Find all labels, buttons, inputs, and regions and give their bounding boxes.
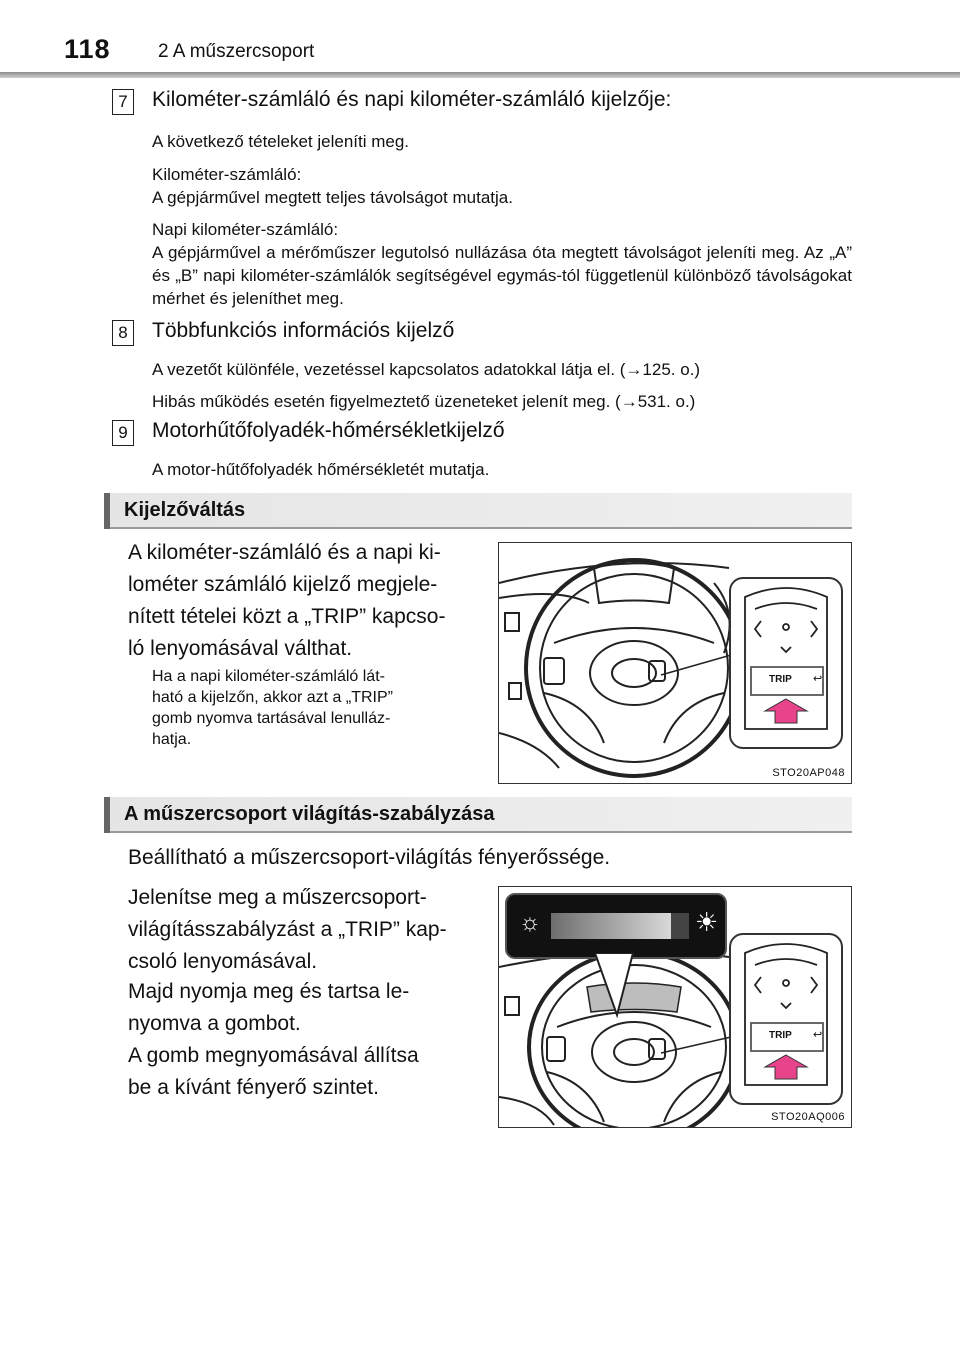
page-number: 118	[64, 34, 111, 64]
text-line: be a kívánt fényerő szintet.	[128, 1076, 379, 1099]
text-line: világításszabályzást a „TRIP” kap-	[128, 918, 447, 941]
section-accent	[104, 797, 110, 833]
text-line: nyomva a gombot.	[128, 1012, 301, 1035]
press-arrow-icon	[761, 1053, 811, 1081]
note-line: Ha a napi kilométer-számláló lát-	[152, 668, 385, 685]
section-title: Kijelzőváltás	[124, 499, 246, 521]
item-title: Kilométer-számláló és napi kilométer-számláló kijelzője:	[152, 88, 672, 111]
text-line: Majd nyomja meg és tartsa le-	[128, 980, 410, 1003]
item-number-badge: 7	[112, 89, 134, 115]
text-line: A gomb megnyomásával állítsa	[128, 1044, 419, 1067]
figure-code: STO20AP048	[772, 767, 845, 779]
return-arrow-icon: ↩	[813, 673, 823, 685]
text-line: ló lenyomásával válthat.	[128, 637, 353, 660]
section1-text	[128, 537, 476, 665]
item-title: Motorhűtőfolyadék-hőmérsékletkijelző	[152, 419, 505, 442]
item-title: Többfunkciós információs kijelző	[152, 319, 455, 342]
item-number-badge: 8	[112, 320, 134, 346]
item-7-paragraph: Kilométer-számláló:	[152, 165, 302, 184]
section1-note	[152, 666, 476, 750]
trip-button-label: TRIP	[769, 1030, 792, 1041]
text-line: csoló lenyomásával.	[128, 950, 318, 973]
brightness-figure	[498, 886, 852, 1128]
item-8-paragraph: A vezetőt különféle, vezetéssel kapcsolatos adatokkal látja el. (→125. o.)	[152, 360, 701, 379]
section-title: A műszercsoport világítás-szabályzása	[124, 803, 495, 825]
item-7-paragraph: A gépjárművel megtett teljes távolságot mutatja.	[152, 188, 513, 207]
text-line: A kilométer-számláló és a napi ki-	[128, 541, 441, 564]
section-heading-bar	[104, 797, 852, 833]
note-line: hatja.	[152, 731, 192, 748]
return-arrow-icon: ↩	[813, 1029, 823, 1041]
zoom-callout	[729, 577, 843, 749]
popup-pointer	[595, 953, 655, 1023]
sun-bright-icon: ☀	[695, 907, 719, 937]
brightness-popup	[505, 893, 727, 959]
text-line: nített tételei közt a „TRIP” kapcso-	[128, 605, 446, 628]
press-arrow-icon	[761, 697, 811, 725]
item-7-paragraph: A gépjárművel a mérőműszer legutolsó nullázása óta megtett távolságot jeleníti meg. Az „A” és „B” napi kilométer-számlálók segítségével egymás-tól függetlenül különböző távolságokat mérhet és jeleníthet meg.	[152, 243, 852, 308]
header-rule	[0, 72, 960, 78]
chapter-title: 2 A műszercsoport	[158, 41, 315, 62]
section2-text	[128, 882, 476, 978]
text-line: Jelenítse meg a műszercsoport-	[128, 886, 427, 909]
brightness-level-track	[671, 913, 689, 939]
page-header	[0, 0, 960, 80]
sun-dim-icon: ☼	[519, 909, 541, 936]
brightness-level-bar	[551, 913, 671, 939]
item-9-paragraph: A motor-hűtőfolyadék hőmérsékletét mutatja.	[152, 460, 490, 479]
note-line: gomb nyomva tartásával lenulláz-	[152, 710, 391, 727]
item-7-paragraph: A következő tételeket jeleníti meg.	[152, 132, 410, 151]
note-line: ható a kijelzőn, akkor azt a „TRIP”	[152, 689, 393, 706]
steering-wheel-figure	[498, 542, 852, 784]
item-8-paragraph: Hibás működés esetén figyelmeztető üzeneteket jelenít meg. (→531. o.)	[152, 392, 696, 411]
section2-intro: Beállítható a műszercsoport-világítás fényerőssége.	[128, 846, 611, 869]
item-number-badge: 9	[112, 420, 134, 446]
section-accent	[104, 493, 110, 529]
item-7-paragraph: Napi kilométer-számláló:	[152, 220, 339, 239]
section2-text-2	[128, 976, 476, 1104]
section-heading-bar	[104, 493, 852, 529]
zoom-callout	[729, 933, 843, 1105]
text-line: lométer számláló kijelző megjele-	[128, 573, 438, 596]
trip-button-label: TRIP	[769, 674, 792, 685]
figure-code: STO20AQ006	[771, 1111, 845, 1123]
